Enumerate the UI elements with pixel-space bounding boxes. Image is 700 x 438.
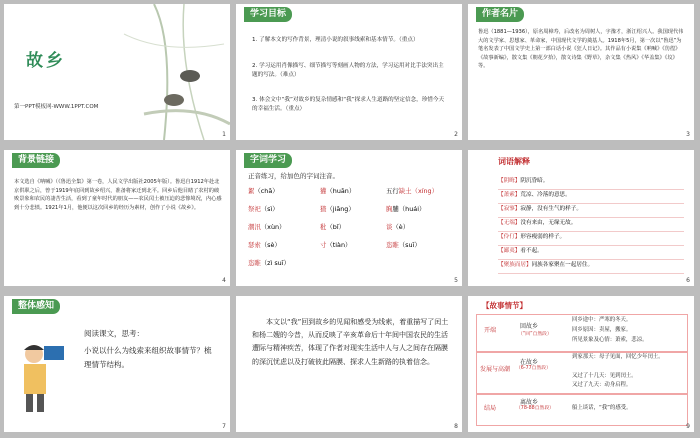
pinyin: （bǐ）	[326, 223, 346, 231]
slide-title: 背景链接	[12, 153, 60, 168]
section-mid: 离故乡	[520, 399, 539, 406]
vocab-item	[498, 246, 684, 260]
section-note: （6-77自然段）	[516, 366, 551, 371]
vocab-list	[498, 176, 684, 274]
section-label: 结局	[484, 405, 497, 412]
bird-painting	[4, 4, 230, 140]
pinyin: 脯（huái）	[392, 205, 426, 213]
pinyin: （sè）	[260, 241, 281, 249]
pinyin: 五行	[386, 187, 399, 195]
section-line: 到家那天：母子见面，回忆少年闰土。	[572, 354, 664, 360]
vocab-def: 没有来由，无缘无故。	[520, 220, 577, 226]
pinyin-row	[248, 186, 458, 204]
vocab-def: 看不起。	[520, 248, 543, 254]
section-mid: 回故乡	[520, 323, 539, 330]
vocab-item	[498, 232, 684, 246]
slide-7[interactable]	[4, 296, 230, 432]
section-line: 回乡途中：严寒的冬天。	[572, 317, 632, 323]
char: 潮汛	[248, 223, 261, 231]
pinyin: （jiāng）	[326, 205, 355, 213]
char: 獾	[320, 187, 327, 195]
goal-item-1: 1. 了解本文的写作背景，理清小说的叙事线索和基本情节。（重点）	[252, 37, 419, 43]
pinyin: （zì suī）	[260, 259, 290, 267]
vocab-def: 寂静，没有生气的样子。	[520, 206, 582, 212]
char: 絮	[248, 187, 255, 195]
pinyin-row	[248, 222, 458, 240]
char: 恣睢	[386, 241, 399, 249]
slide-4[interactable]	[4, 150, 230, 286]
summary-text: 本文以“我”回到故乡的见闻和感受为线索，着重描写了闰土和杨二嫂的今昔，从而反映了辛亥革命后十年间中国农民的生活遭际与精神疾苦，体现了作者对现实生活中人与人之间存在隔膜的深沉忧虑以及打破彼此隔膜、探求人生新路的执着信念。	[252, 318, 449, 366]
slide-title: 字词学习	[244, 153, 292, 168]
vocab-def: 阴沉昏暗。	[520, 178, 549, 184]
section-label: 发展与高潮	[480, 366, 511, 373]
vocab-item	[498, 176, 684, 190]
footer-text: 第一PPT模板网-WWW.1PPT.COM	[14, 104, 99, 110]
slide-title: 作者名片	[476, 7, 524, 22]
pinyin-grid	[248, 186, 458, 276]
slide-title: 学习目标	[244, 7, 292, 22]
background-text: 本文选自《呐喊》（《鲁迅全集》第一卷，人民文学出版社2005年版）。鲁迅自1912年赴北京供职之后，曾于1919年底回到故乡绍兴，准备将家迁到北平。回乡后他目睹了农村的破败景象和农民的凄苦生活，看到了童年时代的朋友——农民闰土被压迫的悲惨境况，内心感到十分悲愤。1921年1月，他便以这次回乡的经历为素材，创作了小说《故乡》。	[14, 179, 222, 211]
section-note: （78-88自然段）	[516, 406, 554, 411]
section-label: 开端	[484, 327, 497, 334]
vocab-term: 【寂寥】	[498, 206, 521, 212]
slide-number: 3	[686, 131, 690, 138]
slide-title: 【故事情节】	[482, 301, 527, 310]
pinyin: 缺土（xíng）	[398, 187, 439, 195]
slide-6[interactable]	[468, 150, 694, 286]
prompt-lead: 阅读课文，思考：	[84, 329, 144, 338]
pinyin: （xùn）	[260, 223, 286, 231]
prompt-question: 小说以什么为线索来组织故事情节？梳理情节结构。	[84, 346, 212, 369]
char: 胸	[386, 205, 393, 213]
slide-number: 4	[222, 277, 226, 284]
section-mid: 在故乡	[520, 359, 539, 366]
slide-5[interactable]	[236, 150, 462, 286]
vocab-term: 【萧索】	[498, 192, 521, 198]
vocab-term: 【聚族而居】	[498, 262, 532, 268]
goal-item-3: 3. 体会文中“我”对故乡的复杂情感和“我”探求人生道路的坚定信念，珍惜今天的幸福生活。（重点）	[252, 97, 445, 112]
pinyin: （chā）	[254, 187, 279, 195]
section-line: 又过了九天：动身启程。	[572, 382, 632, 388]
section-line: 又过了十几天：见到闰土。	[572, 373, 637, 379]
pinyin: （è）	[392, 223, 410, 231]
teacher-illustration	[16, 336, 66, 416]
pinyin-row	[248, 258, 458, 276]
slide-title: 整体感知	[12, 299, 60, 314]
vocab-def: 同族各家聚在一起居住。	[531, 262, 594, 268]
pinyin: （tiàn）	[326, 241, 352, 249]
slide-number: 9	[686, 423, 690, 430]
vocab-item	[498, 260, 684, 274]
char: 寸	[320, 241, 327, 249]
char: 猹	[320, 205, 327, 213]
slide-number: 7	[222, 423, 226, 430]
vocab-term: 【鄙夷】	[498, 248, 521, 254]
slide-8[interactable]	[236, 296, 462, 432]
slide-title: 词语解释	[498, 157, 530, 166]
vocab-item	[498, 218, 684, 232]
char: 秕	[320, 223, 327, 231]
vocab-item	[498, 204, 684, 218]
slide-2[interactable]	[236, 4, 462, 140]
slide-number: 8	[454, 423, 458, 430]
author-text: 鲁迅（1881—1936），原名周樟寿，后改名为周树人，字豫才，浙江绍兴人。我国现代伟大的文学家、思想家、革命家，中国现代文学的奠基人。1918年5月，第一次以“鲁迅”为笔名发表了中国文学史上第一部白话小说《狂人日记》。其作品有小说集《呐喊》《彷徨》《故事新编》，散文集《朝花夕拾》，散文诗集《野草》，杂文集《热风》《华盖集》《坟》等。	[478, 29, 684, 70]
char: 祭祀	[248, 205, 261, 213]
vocab-item	[498, 190, 684, 204]
vocab-def: 荒凉、冷落的意思。	[520, 192, 571, 198]
vocab-term: 【无端】	[498, 220, 521, 226]
char: 谈	[386, 223, 393, 231]
section-note: （“回”自然段）	[518, 332, 552, 337]
vocab-term: 【伶仃】	[498, 234, 521, 240]
vocab-def: 形容瘦弱的样子。	[520, 234, 566, 240]
slide-number: 6	[686, 277, 690, 284]
slide-9[interactable]	[468, 296, 694, 432]
section-line: 船上谈话，“我”的感受。	[572, 405, 632, 411]
slide-1[interactable]	[4, 4, 230, 140]
section-line: 所见景象及心情：萧索，悲凉。	[572, 337, 648, 343]
slide-3[interactable]	[468, 4, 694, 140]
slide-number: 2	[454, 131, 458, 138]
char: 瑟索	[248, 241, 261, 249]
section-line: 回乡原因：卖屋，搬家。	[572, 327, 632, 333]
pinyin: （huān）	[326, 187, 356, 195]
vocab-term: 【阴晦】	[498, 178, 521, 184]
char: 恣睢	[248, 259, 261, 267]
pinyin: （suī）	[398, 241, 421, 249]
pinyin: （sì）	[260, 205, 279, 213]
slide-title: 故乡	[26, 51, 66, 71]
slide-number: 1	[222, 131, 226, 138]
pinyin-row	[248, 240, 458, 258]
exercise-intro: 正音练习，给加色的字词注音。	[248, 172, 339, 180]
slide-number: 5	[454, 277, 458, 284]
pinyin-row	[248, 204, 458, 222]
goal-item-2: 2. 学习运用肖像描写、细节描写等刻画人物的方法，学习运用对比手法突出主题的写法。（难点）	[252, 63, 444, 78]
